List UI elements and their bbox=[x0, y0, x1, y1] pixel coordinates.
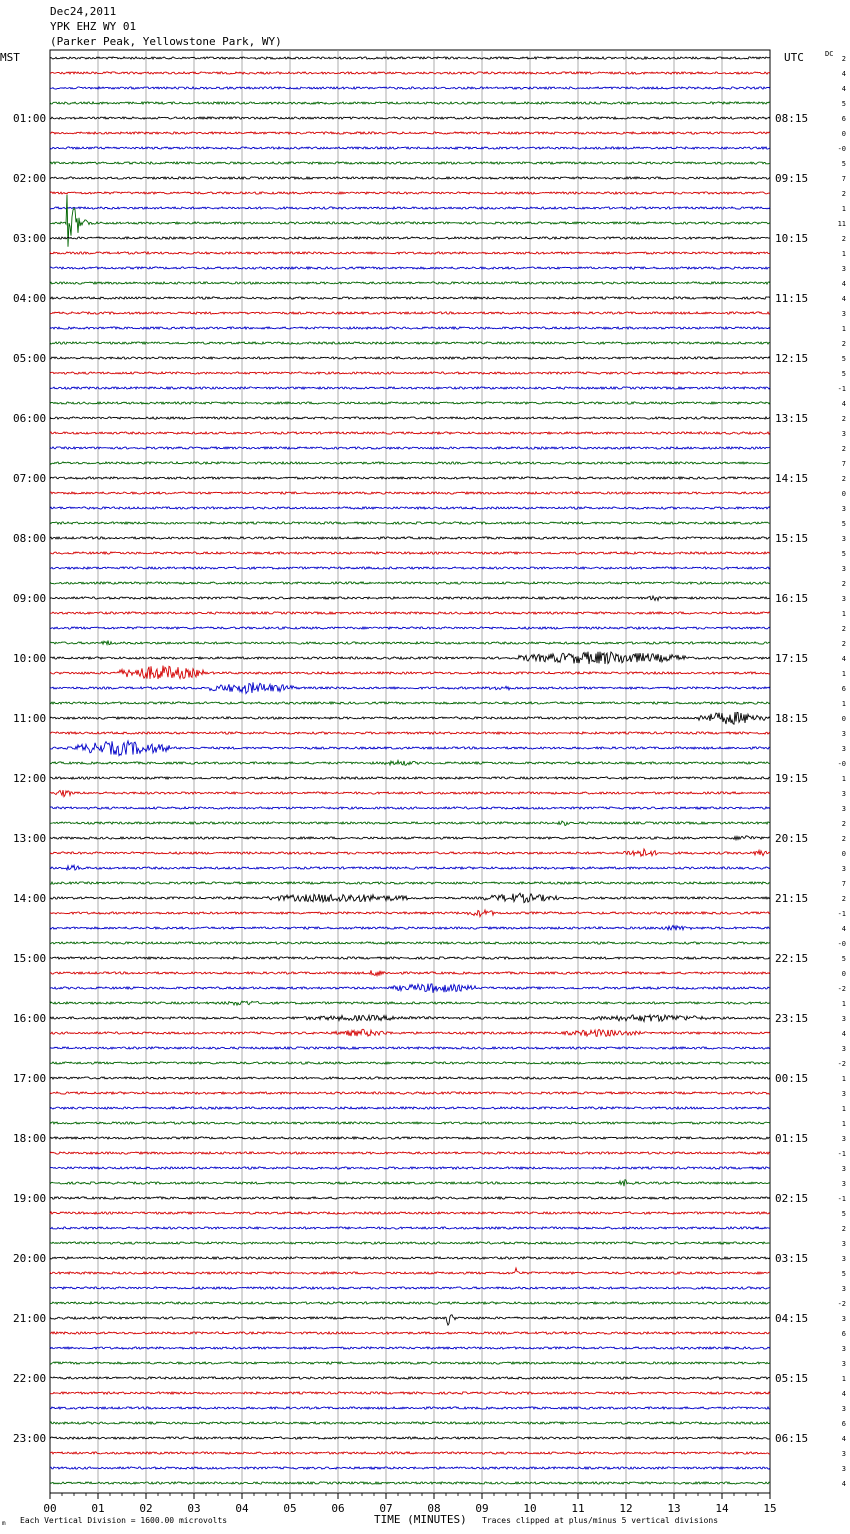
right-hour-label: 09:15 bbox=[775, 172, 809, 185]
seismic-trace-55 bbox=[50, 882, 770, 884]
dc-offset-label: 4 bbox=[841, 1435, 846, 1443]
dc-offset-label: 2 bbox=[841, 895, 846, 903]
seismic-trace-51 bbox=[50, 821, 770, 826]
seismic-trace-32 bbox=[50, 537, 770, 539]
left-hour-label: 04:00 bbox=[13, 292, 47, 305]
left-hour-label: 09:00 bbox=[13, 592, 47, 605]
dc-offset-label: 5 bbox=[841, 1270, 846, 1278]
left-timezone-label: MST bbox=[0, 51, 20, 64]
seismic-trace-80 bbox=[50, 1257, 770, 1259]
seismic-trace-37 bbox=[50, 612, 770, 614]
seismic-trace-78 bbox=[50, 1227, 770, 1229]
dc-offset-label: -2 bbox=[837, 1060, 846, 1068]
dc-offset-label: -1 bbox=[837, 910, 846, 918]
x-tick-label: 07 bbox=[379, 1502, 393, 1515]
seismic-trace-63 bbox=[50, 1001, 770, 1005]
dc-offset-label: 5 bbox=[841, 520, 846, 528]
seismic-trace-81 bbox=[50, 1268, 770, 1274]
dc-offset-label: 2 bbox=[841, 235, 846, 243]
seismic-trace-90 bbox=[50, 1407, 770, 1409]
left-hour-label: 15:00 bbox=[13, 952, 47, 965]
trace-group bbox=[50, 57, 770, 1484]
left-hour-label: 08:00 bbox=[13, 532, 47, 545]
dc-offset-label: 1 bbox=[841, 1075, 846, 1083]
dc-offset-label: 5 bbox=[841, 955, 846, 963]
right-hour-label: 01:15 bbox=[775, 1132, 809, 1145]
seismic-trace-68 bbox=[50, 1077, 770, 1079]
x-axis bbox=[43, 1493, 776, 1515]
dc-offset-label: 3 bbox=[841, 1465, 846, 1473]
seismic-trace-16 bbox=[50, 297, 770, 299]
dc-offset-label: 2 bbox=[841, 1225, 846, 1233]
dc-offset-label: 2 bbox=[841, 340, 846, 348]
dc-offset-label: 0 bbox=[841, 130, 846, 138]
dc-offset-label: 6 bbox=[841, 1330, 846, 1338]
right-hour-label: 14:15 bbox=[775, 472, 809, 485]
right-hour-label: 19:15 bbox=[775, 772, 809, 785]
seismic-trace-93 bbox=[50, 1452, 770, 1454]
dc-offset-label: 2 bbox=[841, 190, 846, 198]
dc-offset-label: 1 bbox=[841, 250, 846, 258]
left-hour-label: 10:00 bbox=[13, 652, 47, 665]
dc-offset-label: 1 bbox=[841, 670, 846, 678]
seismic-trace-73 bbox=[50, 1152, 770, 1154]
seismic-trace-38 bbox=[50, 627, 770, 629]
right-hour-label: 00:15 bbox=[775, 1072, 809, 1085]
dc-offset-label: 0 bbox=[841, 970, 846, 978]
right-hour-label: 18:15 bbox=[775, 712, 809, 725]
dc-offset-label: 2 bbox=[841, 415, 846, 423]
right-hour-label: 23:15 bbox=[775, 1012, 809, 1025]
seismic-trace-29 bbox=[50, 492, 770, 494]
x-tick-label: 11 bbox=[571, 1502, 585, 1515]
seismic-trace-79 bbox=[50, 1242, 770, 1244]
dc-offset-label: 3 bbox=[841, 865, 846, 873]
left-hour-label: 01:00 bbox=[13, 112, 47, 125]
dc-offset-label: 5 bbox=[841, 100, 846, 108]
dc-offset-label: 2 bbox=[841, 475, 846, 483]
dc-offset-label: 3 bbox=[841, 745, 846, 753]
seismic-trace-47 bbox=[50, 761, 770, 766]
dc-offset-label: 1 bbox=[841, 325, 846, 333]
dc-offset-label: 3 bbox=[841, 565, 846, 573]
seismic-trace-43 bbox=[50, 702, 770, 704]
left-hour-label: 23:00 bbox=[13, 1432, 47, 1445]
seismic-trace-7 bbox=[50, 162, 770, 164]
dc-offset-label: 4 bbox=[841, 655, 846, 663]
plot-frame bbox=[50, 50, 770, 1493]
location-label: (Parker Peak, Yellowstone Park, WY) bbox=[50, 35, 282, 48]
dc-offset-label: 4 bbox=[841, 1480, 846, 1488]
dc-offset-label: 0 bbox=[841, 850, 846, 858]
seismic-trace-54 bbox=[50, 865, 770, 870]
dc-offset-label: 4 bbox=[841, 85, 846, 93]
dc-offset-label: -1 bbox=[837, 1150, 846, 1158]
left-hour-label: 18:00 bbox=[13, 1132, 47, 1145]
x-tick-label: 12 bbox=[619, 1502, 633, 1515]
dc-offset-label: 3 bbox=[841, 1360, 846, 1368]
dc-offset-label: 4 bbox=[841, 925, 846, 933]
x-tick-label: 13 bbox=[667, 1502, 681, 1515]
seismic-trace-83 bbox=[50, 1302, 770, 1304]
dc-offset-label: 1 bbox=[841, 775, 846, 783]
dc-offset-label: 7 bbox=[841, 460, 846, 468]
dc-offset-label: 2 bbox=[841, 580, 846, 588]
left-hour-label: 07:00 bbox=[13, 472, 47, 485]
right-hour-label: 12:15 bbox=[775, 352, 809, 365]
left-hour-label: 14:00 bbox=[13, 892, 47, 905]
right-timezone-label: UTC bbox=[784, 51, 804, 64]
left-hour-label: 11:00 bbox=[13, 712, 47, 725]
dc-offset-label: 0 bbox=[841, 490, 846, 498]
seismic-trace-17 bbox=[50, 312, 770, 314]
seismic-trace-57 bbox=[50, 910, 770, 917]
seismic-trace-42 bbox=[50, 682, 770, 693]
dc-offset-label: 2 bbox=[841, 820, 846, 828]
seismic-trace-77 bbox=[50, 1212, 770, 1214]
seismic-trace-87 bbox=[50, 1362, 770, 1364]
seismic-trace-41 bbox=[50, 666, 770, 680]
seismic-trace-15 bbox=[50, 282, 770, 284]
seismic-trace-82 bbox=[50, 1287, 770, 1289]
seismic-trace-13 bbox=[50, 252, 770, 254]
seismic-trace-5 bbox=[50, 132, 770, 134]
right-hour-label: 13:15 bbox=[775, 412, 809, 425]
x-axis-title: TIME (MINUTES) bbox=[374, 1513, 467, 1526]
dc-offset-label: 1 bbox=[841, 610, 846, 618]
right-hour-label: 22:15 bbox=[775, 952, 809, 965]
seismic-trace-46 bbox=[50, 741, 770, 756]
date-label: Dec24,2011 bbox=[50, 5, 117, 18]
left-hour-label: 13:00 bbox=[13, 832, 47, 845]
seismic-trace-35 bbox=[50, 582, 770, 584]
seismic-trace-28 bbox=[50, 477, 770, 479]
seismic-trace-20 bbox=[50, 357, 770, 359]
dc-offset-labels bbox=[838, 55, 846, 1488]
dc-offset-label: 3 bbox=[841, 1255, 846, 1263]
dc-offset-label: 3 bbox=[841, 1165, 846, 1173]
dc-offset-label: 3 bbox=[841, 1315, 846, 1323]
seismic-trace-53 bbox=[50, 849, 770, 856]
x-tick-label: 05 bbox=[283, 1502, 297, 1515]
dc-offset-label: 2 bbox=[841, 55, 846, 63]
seismic-trace-52 bbox=[50, 836, 770, 840]
seismic-trace-4 bbox=[50, 117, 770, 119]
left-hour-label: 19:00 bbox=[13, 1192, 47, 1205]
dc-offset-label: 6 bbox=[841, 685, 846, 693]
left-hour-label: 16:00 bbox=[13, 1012, 47, 1025]
right-hour-label: 17:15 bbox=[775, 652, 809, 665]
left-hour-label: 21:00 bbox=[13, 1312, 47, 1325]
dc-offset-label: 3 bbox=[841, 1285, 846, 1293]
seismic-trace-50 bbox=[50, 807, 770, 809]
seismic-trace-75 bbox=[50, 1180, 770, 1187]
seismic-trace-11 bbox=[50, 195, 770, 247]
seismic-trace-39 bbox=[50, 641, 770, 645]
right-hour-label: 02:15 bbox=[775, 1192, 809, 1205]
seismic-trace-25 bbox=[50, 432, 770, 434]
dc-offset-label: 4 bbox=[841, 280, 846, 288]
seismic-trace-3 bbox=[50, 102, 770, 104]
left-hour-label: 22:00 bbox=[13, 1372, 47, 1385]
seismic-trace-1 bbox=[50, 72, 770, 74]
dc-offset-label: 2 bbox=[841, 640, 846, 648]
seismic-trace-66 bbox=[50, 1047, 770, 1049]
seismic-trace-89 bbox=[50, 1392, 770, 1394]
dc-offset-label: 11 bbox=[837, 220, 846, 228]
seismic-trace-58 bbox=[50, 926, 770, 931]
seismic-trace-27 bbox=[50, 462, 770, 464]
dc-offset-label: -0 bbox=[837, 940, 846, 948]
dc-offset-label: 3 bbox=[841, 310, 846, 318]
seismic-trace-31 bbox=[50, 522, 770, 524]
dc-offset-label: -2 bbox=[837, 1300, 846, 1308]
dc-offset-label: 3 bbox=[841, 1240, 846, 1248]
seismic-trace-23 bbox=[50, 402, 770, 404]
right-hour-label: 21:15 bbox=[775, 892, 809, 905]
scale-note: Each Vertical Division = 1600.00 microvolts bbox=[20, 1516, 228, 1525]
dc-offset-label: 4 bbox=[841, 295, 846, 303]
right-hour-label: 08:15 bbox=[775, 112, 809, 125]
minute-grid bbox=[50, 50, 770, 1493]
seismic-trace-26 bbox=[50, 447, 770, 449]
right-hour-label: 05:15 bbox=[775, 1372, 809, 1385]
seismic-trace-56 bbox=[50, 893, 770, 902]
dc-offset-label: 3 bbox=[841, 790, 846, 798]
left-hour-label: 05:00 bbox=[13, 352, 47, 365]
seismic-trace-30 bbox=[50, 507, 770, 509]
dc-offset-label: 2 bbox=[841, 445, 846, 453]
seismic-trace-61 bbox=[50, 970, 770, 975]
dc-offset-label: -0 bbox=[837, 145, 846, 153]
seismic-trace-84 bbox=[50, 1315, 770, 1325]
right-hour-label: 06:15 bbox=[775, 1432, 809, 1445]
dc-offset-label: 3 bbox=[841, 1015, 846, 1023]
seismic-trace-8 bbox=[50, 177, 770, 179]
seismic-trace-45 bbox=[50, 732, 770, 734]
seismic-trace-10 bbox=[50, 207, 770, 209]
dc-offset-label: 6 bbox=[841, 1420, 846, 1428]
right-hour-label: 16:15 bbox=[775, 592, 809, 605]
dc-offset-label: 2 bbox=[841, 625, 846, 633]
seismic-trace-85 bbox=[50, 1332, 770, 1334]
seismic-trace-65 bbox=[50, 1029, 770, 1036]
seismic-trace-95 bbox=[50, 1482, 770, 1484]
seismic-trace-36 bbox=[50, 596, 770, 601]
right-hour-labels bbox=[775, 112, 808, 1445]
dc-offset-label: -0 bbox=[837, 760, 846, 768]
seismic-trace-72 bbox=[50, 1137, 770, 1139]
dc-offset-label: 3 bbox=[841, 1180, 846, 1188]
dc-offset-label: 5 bbox=[841, 1210, 846, 1218]
x-tick-label: 03 bbox=[187, 1502, 201, 1515]
dc-offset-label: 1 bbox=[841, 205, 846, 213]
dc-offset-label: 5 bbox=[841, 370, 846, 378]
dc-offset-label: 1 bbox=[841, 1120, 846, 1128]
seismic-trace-33 bbox=[50, 552, 770, 554]
dc-offset-label: 1 bbox=[841, 1000, 846, 1008]
clip-note: Traces clipped at plus/minus 5 vertical divisions bbox=[482, 1516, 719, 1525]
seismic-trace-59 bbox=[50, 942, 770, 944]
seismic-trace-18 bbox=[50, 327, 770, 329]
dc-offset-label: 3 bbox=[841, 1045, 846, 1053]
x-tick-label: 02 bbox=[139, 1502, 153, 1515]
dc-offset-label: 0 bbox=[841, 715, 846, 723]
dc-offset-label: 3 bbox=[841, 595, 846, 603]
x-tick-label: 10 bbox=[523, 1502, 537, 1515]
right-hour-label: 03:15 bbox=[775, 1252, 809, 1265]
seismic-trace-88 bbox=[50, 1377, 770, 1379]
x-tick-label: 15 bbox=[763, 1502, 777, 1515]
seismic-trace-9 bbox=[50, 192, 770, 194]
dc-header-label: DC bbox=[825, 50, 834, 58]
dc-offset-label: 2 bbox=[841, 835, 846, 843]
dc-offset-label: 3 bbox=[841, 265, 846, 273]
seismic-trace-64 bbox=[50, 1015, 770, 1022]
left-hour-label: 12:00 bbox=[13, 772, 47, 785]
x-tick-label: 04 bbox=[235, 1502, 249, 1515]
left-hour-label: 02:00 bbox=[13, 172, 47, 185]
left-hour-label: 03:00 bbox=[13, 232, 47, 245]
seismic-trace-0 bbox=[50, 57, 770, 59]
dc-offset-label: 3 bbox=[841, 1405, 846, 1413]
x-tick-label: 09 bbox=[475, 1502, 489, 1515]
dc-offset-label: 3 bbox=[841, 730, 846, 738]
left-hour-labels bbox=[13, 112, 46, 1445]
dc-offset-label: 1 bbox=[841, 700, 846, 708]
seismic-trace-6 bbox=[50, 147, 770, 149]
dc-offset-label: 3 bbox=[841, 1450, 846, 1458]
right-hour-label: 11:15 bbox=[775, 292, 809, 305]
seismic-trace-21 bbox=[50, 372, 770, 374]
x-tick-label: 00 bbox=[43, 1502, 57, 1515]
dc-offset-label: -1 bbox=[837, 1195, 846, 1203]
seismic-trace-34 bbox=[50, 567, 770, 569]
dc-offset-label: 3 bbox=[841, 1345, 846, 1353]
dc-offset-label: 3 bbox=[841, 805, 846, 813]
seismic-trace-92 bbox=[50, 1437, 770, 1439]
seismic-trace-48 bbox=[50, 777, 770, 779]
seismic-trace-44 bbox=[50, 712, 770, 724]
seismic-trace-24 bbox=[50, 417, 770, 419]
seismic-trace-12 bbox=[50, 237, 770, 239]
dc-offset-label: 5 bbox=[841, 550, 846, 558]
dc-offset-label: 3 bbox=[841, 1090, 846, 1098]
dc-offset-label: 7 bbox=[841, 880, 846, 888]
seismic-trace-76 bbox=[50, 1197, 770, 1199]
seismic-trace-22 bbox=[50, 387, 770, 389]
seismic-trace-19 bbox=[50, 342, 770, 344]
dc-offset-label: 4 bbox=[841, 1390, 846, 1398]
seismic-trace-74 bbox=[50, 1167, 770, 1169]
seismic-trace-71 bbox=[50, 1122, 770, 1124]
right-hour-label: 10:15 bbox=[775, 232, 809, 245]
seismic-trace-60 bbox=[50, 957, 770, 959]
left-hour-label: 17:00 bbox=[13, 1072, 47, 1085]
dc-offset-label: 5 bbox=[841, 160, 846, 168]
seismic-trace-40 bbox=[50, 652, 770, 664]
dc-offset-label: 7 bbox=[841, 175, 846, 183]
left-hour-label: 20:00 bbox=[13, 1252, 47, 1265]
x-tick-label: 14 bbox=[715, 1502, 729, 1515]
dc-offset-label: 3 bbox=[841, 535, 846, 543]
seismic-trace-94 bbox=[50, 1467, 770, 1469]
dc-offset-label: 3 bbox=[841, 505, 846, 513]
right-hour-label: 15:15 bbox=[775, 532, 809, 545]
x-tick-label: 06 bbox=[331, 1502, 345, 1515]
dc-offset-label: 3 bbox=[841, 1135, 846, 1143]
dc-offset-label: 5 bbox=[841, 355, 846, 363]
seismic-trace-91 bbox=[50, 1422, 770, 1424]
x-tick-label: 08 bbox=[427, 1502, 441, 1515]
right-hour-label: 04:15 bbox=[775, 1312, 809, 1325]
dc-offset-label: -1 bbox=[837, 385, 846, 393]
corner-mark: m bbox=[2, 1520, 6, 1527]
dc-offset-label: -2 bbox=[837, 985, 846, 993]
dc-offset-label: 4 bbox=[841, 1030, 846, 1038]
right-hour-label: 20:15 bbox=[775, 832, 809, 845]
seismic-trace-49 bbox=[50, 790, 770, 797]
left-hour-label: 06:00 bbox=[13, 412, 47, 425]
dc-offset-label: 1 bbox=[841, 1105, 846, 1113]
dc-offset-label: 4 bbox=[841, 400, 846, 408]
dc-offset-label: 1 bbox=[841, 1375, 846, 1383]
dc-offset-label: 3 bbox=[841, 430, 846, 438]
dc-offset-label: 6 bbox=[841, 115, 846, 123]
seismic-trace-14 bbox=[50, 267, 770, 269]
seismic-trace-86 bbox=[50, 1347, 770, 1349]
seismic-trace-70 bbox=[50, 1107, 770, 1109]
station-label: YPK EHZ WY 01 bbox=[50, 20, 137, 33]
x-tick-label: 01 bbox=[91, 1502, 105, 1515]
seismic-trace-67 bbox=[50, 1062, 770, 1064]
seismic-trace-2 bbox=[50, 87, 770, 89]
seismic-trace-62 bbox=[50, 984, 770, 993]
dc-offset-label: 4 bbox=[841, 70, 846, 78]
seismic-trace-69 bbox=[50, 1092, 770, 1094]
